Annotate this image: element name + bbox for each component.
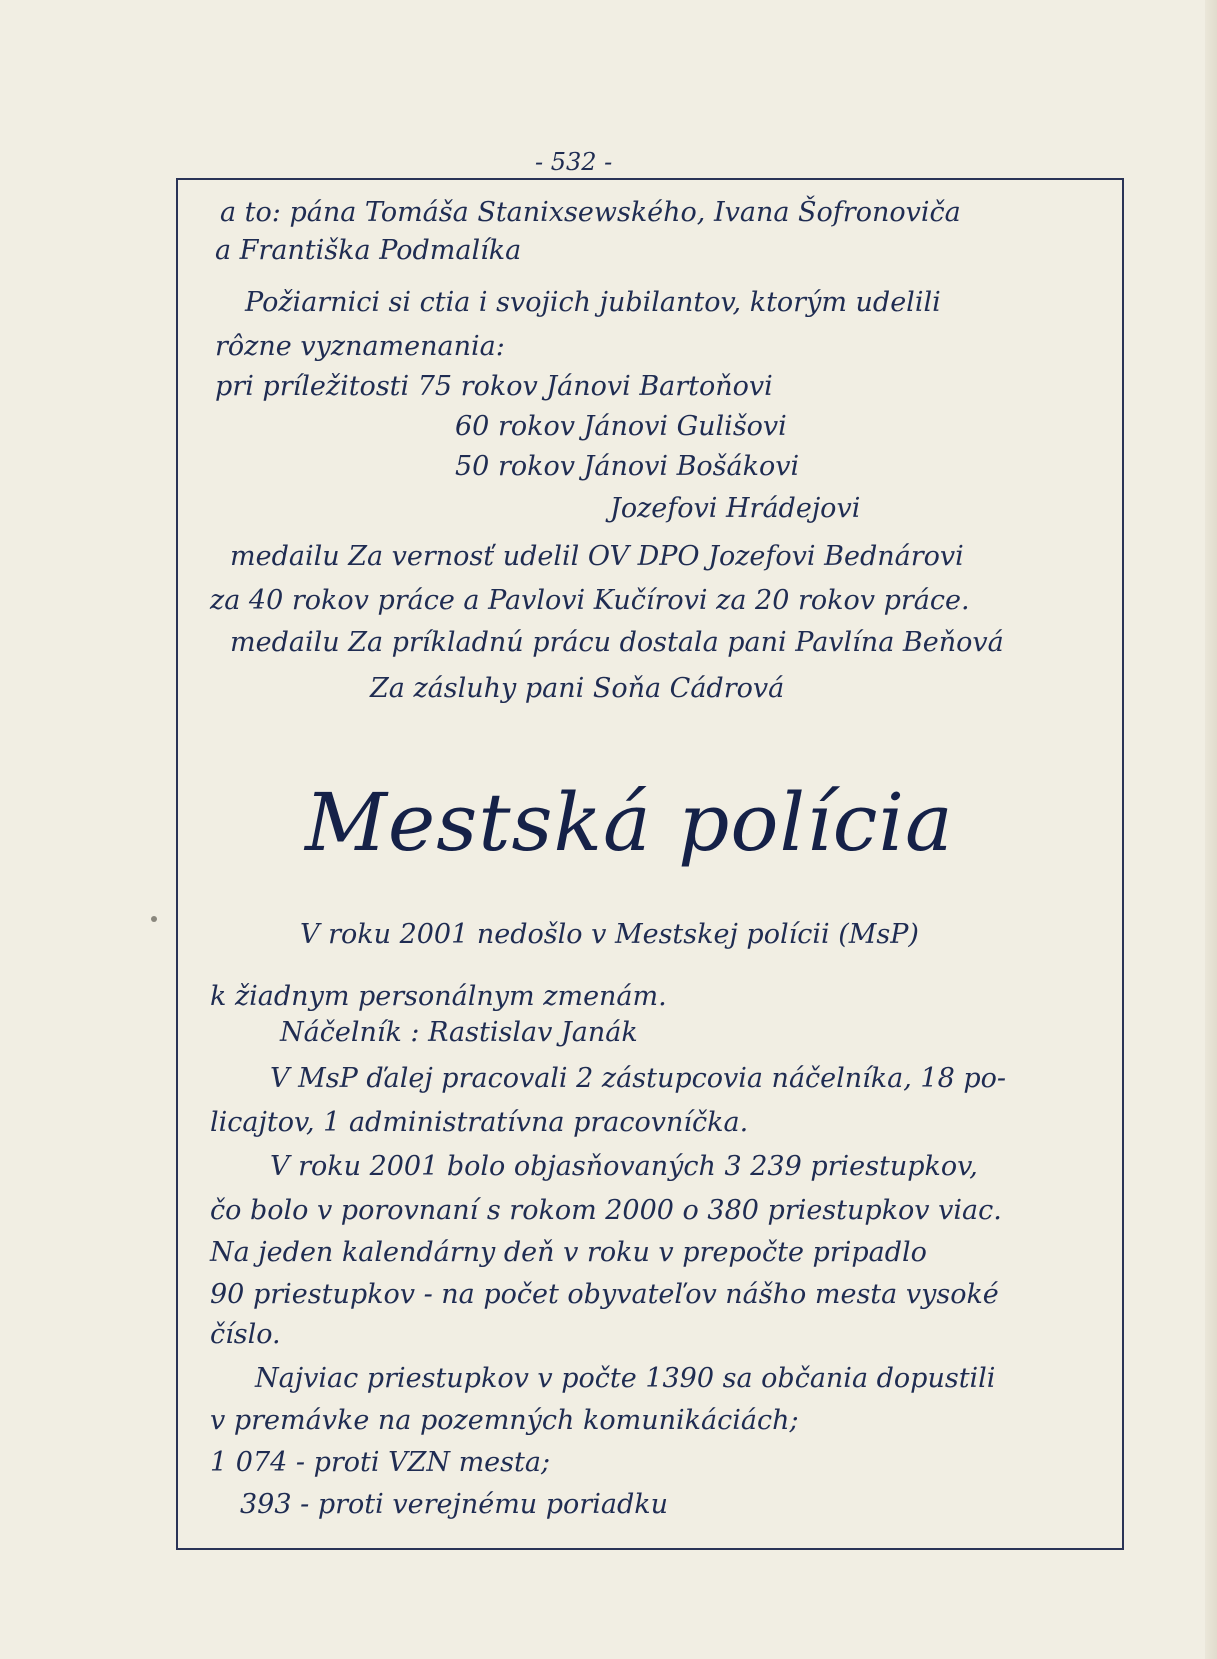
text-line: číslo. xyxy=(210,1319,281,1350)
text-line: v premávke na pozemných komunikáciách; xyxy=(210,1405,799,1436)
text-line: a to: pána Tomáša Stanixsewského, Ivana Šofronoviča xyxy=(220,197,961,228)
page-number: - 532 - xyxy=(535,148,613,176)
text-line: Požiarnici si ctia i svojich jubilantov, ktorým udelili xyxy=(245,287,941,318)
section-heading: Mestská polícia xyxy=(305,776,954,869)
text-line: V roku 2001 nedošlo v Mestskej polícii (MsP) xyxy=(300,919,919,950)
text-line: rôzne vyznamenania: xyxy=(215,331,505,362)
text-line: medailu Za príkladnú prácu dostala pani Pavlína Beňová xyxy=(230,627,1004,658)
text-line: a Františka Podmalíka xyxy=(215,235,522,266)
text-line: k žiadnym personálnym zmenám. xyxy=(210,981,667,1012)
text-line: 60 rokov Jánovi Gulišovi xyxy=(455,411,787,442)
text-line: V roku 2001 bolo objasňovaných 3 239 priestupkov, xyxy=(270,1151,978,1182)
text-line: Náčelník : Rastislav Janák xyxy=(280,1017,638,1048)
text-line: V MsP ďalej pracovali 2 zástupcovia náčelníka, 18 po- xyxy=(270,1063,1007,1094)
text-line: za 40 rokov práce a Pavlovi Kučírovi za 20 rokov práce. xyxy=(210,585,970,616)
text-line: Jozefovi Hrádejovi xyxy=(610,493,861,524)
text-line: 393 - proti verejnému poriadku xyxy=(240,1489,668,1520)
text-line: 90 priestupkov - na počet obyvateľov nášho mesta vysoké xyxy=(210,1279,999,1310)
text-line: Na jeden kalendárny deň v roku v prepočte pripadlo xyxy=(210,1237,927,1268)
text-line: Najviac priestupkov v počte 1390 sa občania dopustili xyxy=(255,1363,996,1394)
ink-dot xyxy=(151,916,157,922)
text-line: pri príležitosti 75 rokov Jánovi Bartoňovi xyxy=(215,371,773,402)
page-edge xyxy=(1205,0,1217,1659)
text-line: Za zásluhy pani Soňa Cádrová xyxy=(370,673,785,704)
text-line: licajtov, 1 administratívna pracovníčka. xyxy=(210,1107,749,1138)
text-line: čo bolo v porovnaní s rokom 2000 o 380 priestupkov viac. xyxy=(210,1195,1002,1226)
text-line: medailu Za vernosť udelil OV DPO Jozefovi Bednárovi xyxy=(230,541,964,572)
text-line: 1 074 - proti VZN mesta; xyxy=(210,1447,551,1478)
text-line: 50 rokov Jánovi Bošákovi xyxy=(455,451,800,482)
